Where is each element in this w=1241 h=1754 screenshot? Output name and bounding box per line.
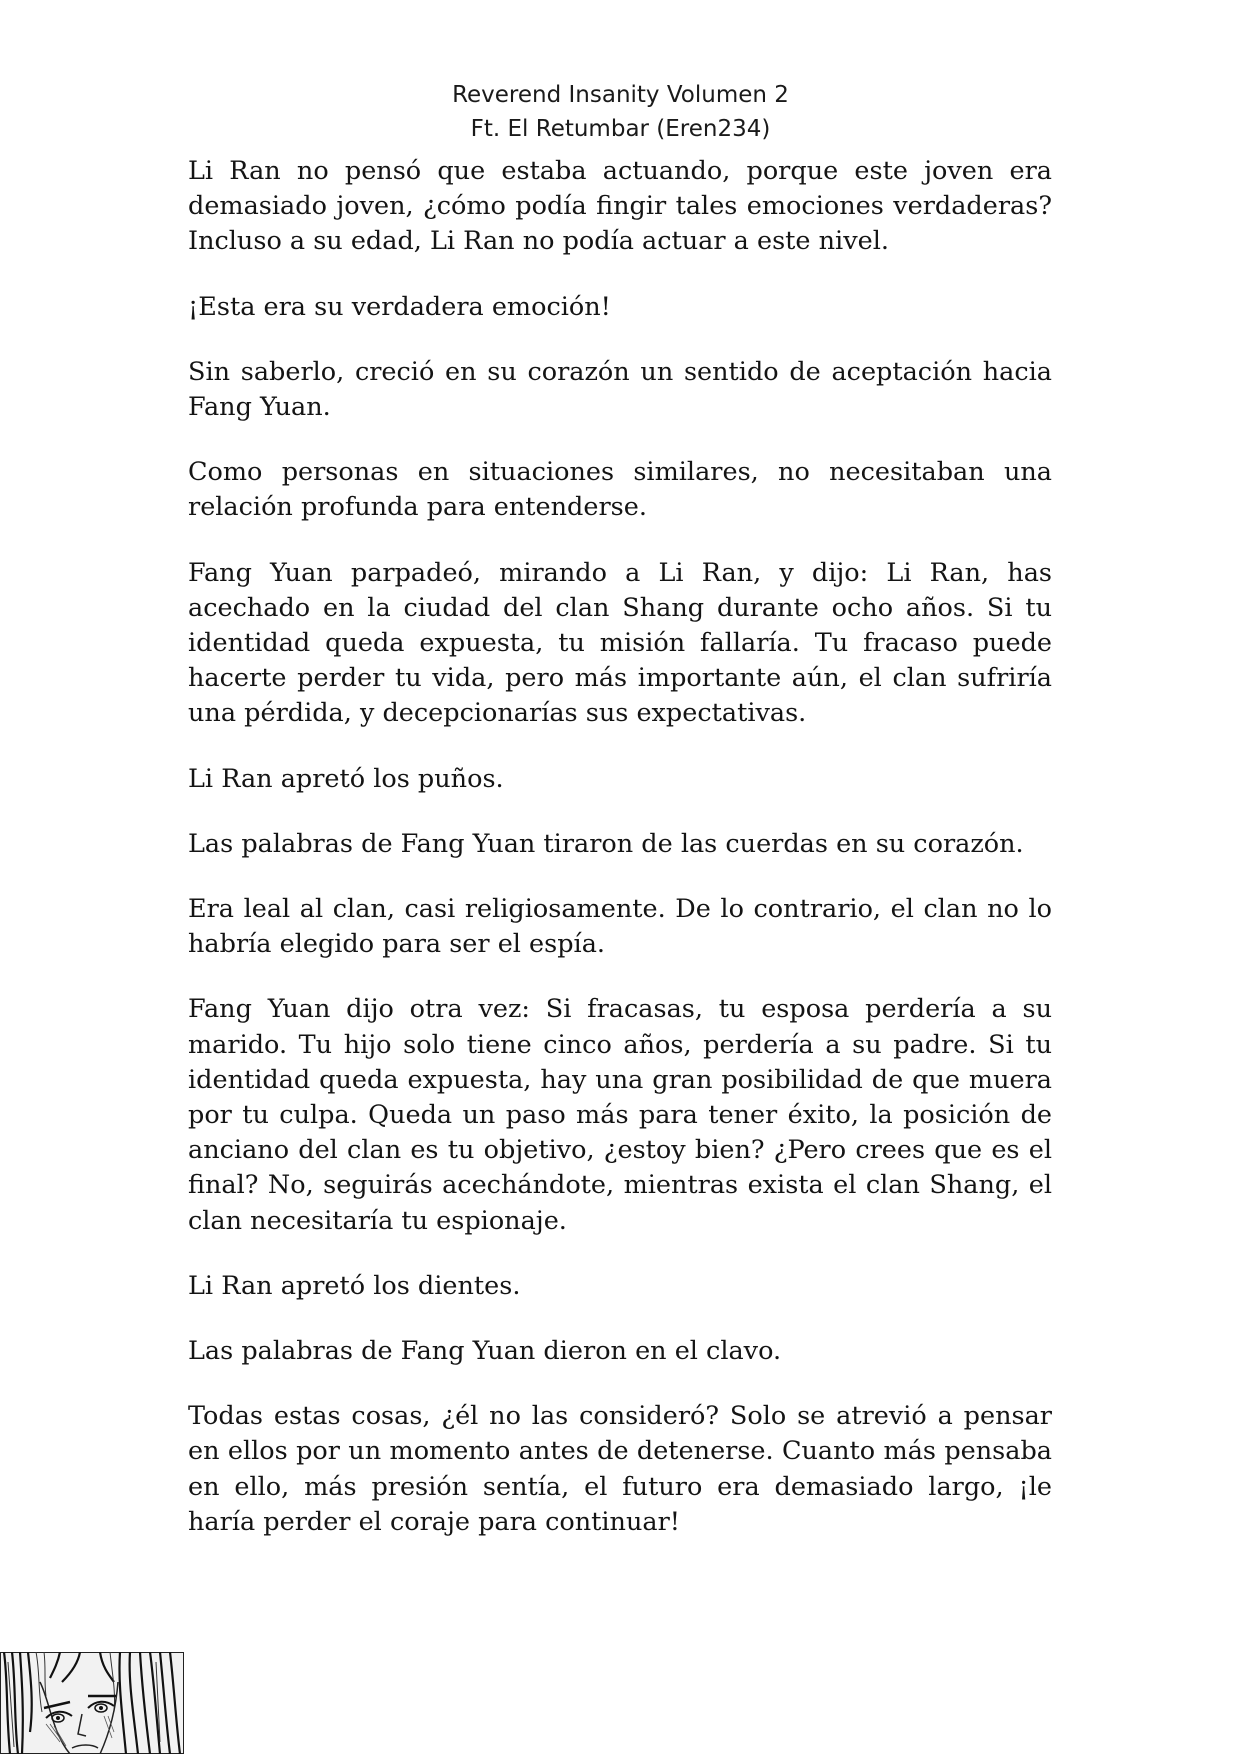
paragraph: Las palabras de Fang Yuan dieron en el clavo.: [188, 1336, 782, 1367]
page-header: [0, 78, 1241, 146]
header-title: Reverend Insanity Volumen 2: [452, 82, 789, 108]
paragraph: Li Ran no pensó que estaba actuando, porque este joven era demasiado joven, ¿cómo podía fingir tales emociones verdaderas? Incluso a su edad, Li Ran no podía actuar a este nivel.: [188, 156, 1052, 257]
manga-face-illustration: [0, 1652, 184, 1754]
paragraph: Fang Yuan dijo otra vez: Si fracasas, tu esposa perdería a su marido. Tu hijo solo tiene cinco años, perdería a su padre. Si tu identidad queda expuesta, hay una gran posibilidad de que muera por tu culpa. Queda un paso más para tener éxito, la posición de anciano del clan es tu objetivo, ¿estoy bien? ¿Pero crees que es el final? No, seguirás acechándote, mientras exista el clan Shang, el clan necesitaría tu espionaje.: [188, 994, 1052, 1236]
paragraph: Li Ran apretó los puños.: [188, 763, 504, 794]
paragraph: Las palabras de Fang Yuan tiraron de las cuerdas en su corazón.: [188, 828, 1024, 859]
paragraph: Sin saberlo, creció en su corazón un sentido de aceptación hacia Fang Yuan.: [188, 356, 1052, 423]
paragraph: Todas estas cosas, ¿él no las consideró? Solo se atrevió a pensar en ellos por un momento antes de detenerse. Cuanto más pensaba en ello, más presión sentía, el futuro era demasiado largo, ¡le haría perder el coraje para continuar!: [188, 1401, 1052, 1537]
paragraph: Fang Yuan parpadeó, mirando a Li Ran, y dijo: Li Ran, has acechado en la ciudad del clan Shang durante ocho años. Si tu identidad queda expuesta, tu misión fallaría. Tu fracaso puede hacerte perder tu vida, pero más importante aún, el clan sufriría una pérdida, y decepcionarías sus expectativas.: [188, 557, 1052, 729]
paragraph: Era leal al clan, casi religiosamente. De lo contrario, el clan no lo habría elegido para ser el espía.: [188, 894, 1052, 960]
chapter-body: [188, 154, 1052, 1570]
paragraph: Como personas en situaciones similares, no necesitaban una relación profunda para entenderse.: [188, 457, 1052, 523]
header-credit: Ft. El Retumbar (Eren234): [470, 116, 771, 142]
paragraph: ¡Esta era su verdadera emoción!: [188, 291, 611, 322]
paragraph: Li Ran apretó los dientes.: [188, 1270, 521, 1301]
